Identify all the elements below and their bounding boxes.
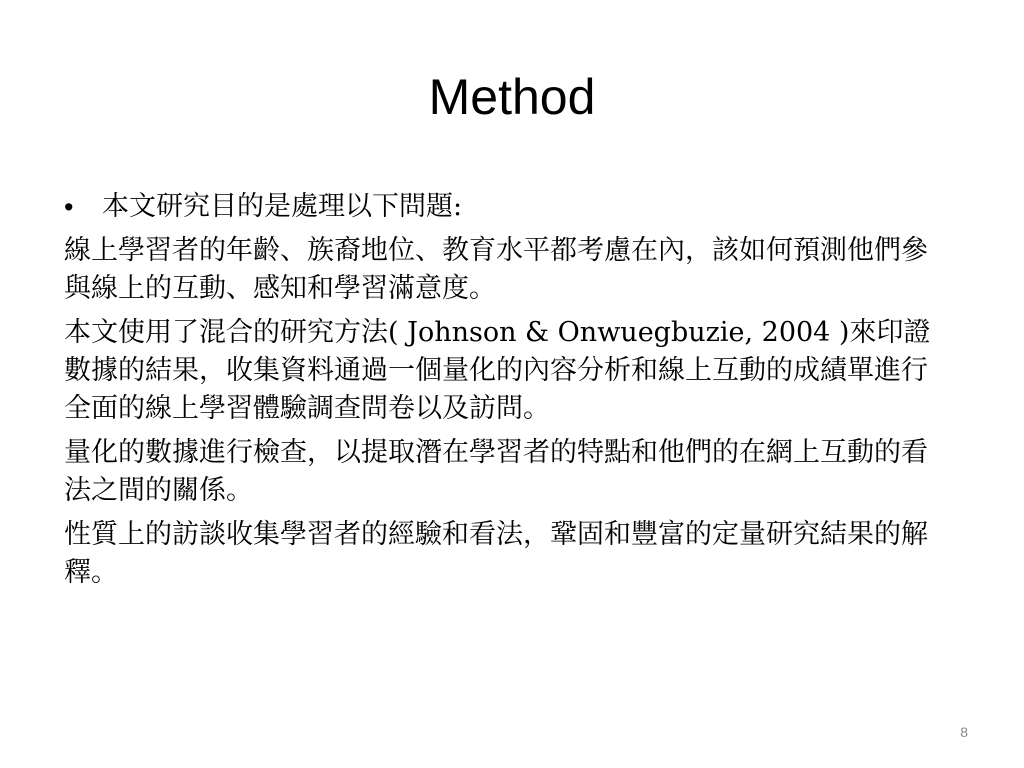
paragraph-methodology: 本文使用了混合的研究方法( Johnson & Onwuegbuzie, 2004 )來印證數據的結果，收集資料通過一個量化的內容分析和線上互動的成績單進行全面的線上學習體驗調查問卷以及訪問。 [64, 317, 931, 424]
paragraph-question: 線上學習者的年齡、族裔地位、教育水平都考慮在內，該如何預測他們參與線上的互動、感知和學習滿意度。 [64, 235, 928, 304]
slide-body [64, 188, 954, 598]
bullet-dot-icon: • [64, 192, 74, 222]
paragraph-quantitative: 量化的數據進行檢查，以提取潛在學習者的特點和他們的在網上互動的看法之間的關係。 [64, 437, 928, 506]
paragraph-qualitative: 性質上的訪談收集學習者的經驗和看法，鞏固和豐富的定量研究結果的解釋。 [64, 519, 928, 588]
page-number: 8 [960, 724, 968, 740]
bullet-text: 本文研究目的是處理以下問題: [102, 191, 463, 222]
slide-title: Method [428, 69, 596, 125]
bullet-item [64, 188, 954, 226]
